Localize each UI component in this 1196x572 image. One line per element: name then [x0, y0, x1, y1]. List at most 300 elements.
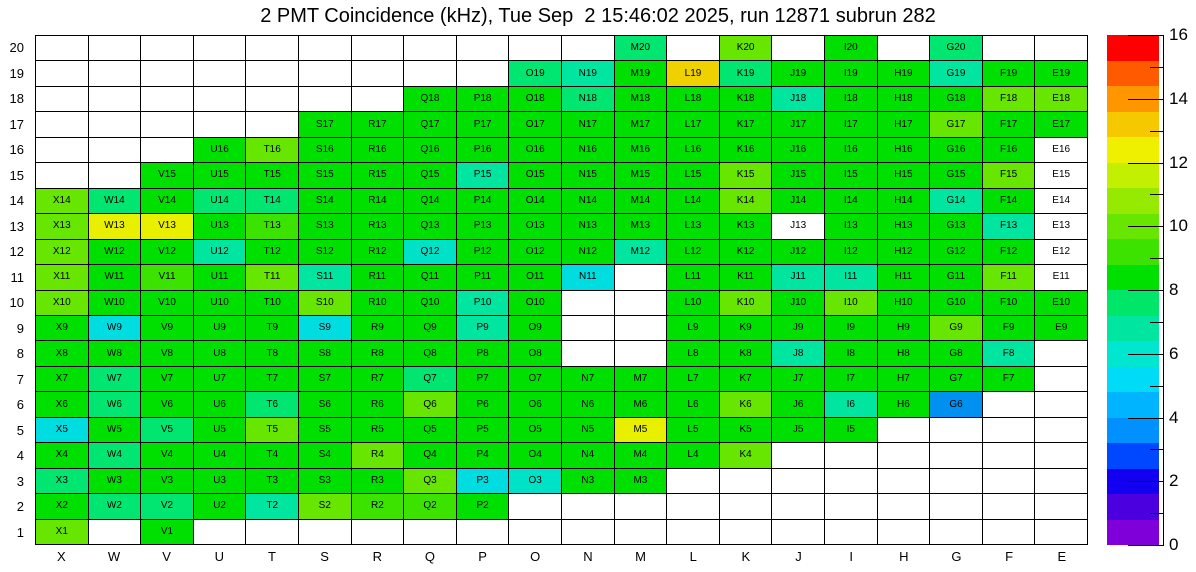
heatmap-cell: Q10 [404, 291, 457, 316]
heatmap-cell: Q8 [404, 341, 457, 366]
heatmap-cell [89, 112, 142, 137]
heatmap-cell: U7 [194, 367, 247, 392]
heatmap-cell: M16 [615, 138, 668, 163]
heatmap-cell: N5 [562, 418, 615, 443]
heatmap-cell [194, 520, 247, 545]
heatmap-cell [667, 469, 720, 494]
heatmap-cell: K18 [720, 87, 773, 112]
heatmap-cell: P2 [457, 494, 510, 519]
heatmap-cell: W11 [89, 265, 142, 290]
heatmap-cell: X7 [36, 367, 89, 392]
heatmap-cell: V9 [141, 316, 194, 341]
heatmap-cell: J16 [772, 138, 825, 163]
colorbar-band [1107, 443, 1159, 469]
heatmap-cell [930, 494, 983, 519]
heatmap-cell: M15 [615, 163, 668, 188]
heatmap-cell: O11 [509, 265, 562, 290]
heatmap-cell: J17 [772, 112, 825, 137]
heatmap-cell: S4 [299, 443, 352, 468]
colorbar-minor-tick [1150, 386, 1164, 387]
heatmap-cell: K17 [720, 112, 773, 137]
heatmap-cell: T7 [246, 367, 299, 392]
heatmap-cell: U8 [194, 341, 247, 366]
heatmap-cell: X13 [36, 214, 89, 239]
x-axis-label: O [530, 549, 541, 564]
heatmap-cell [89, 36, 142, 61]
heatmap-cell: M12 [615, 240, 668, 265]
heatmap-cell: R17 [352, 112, 405, 137]
heatmap-cell: L10 [667, 291, 720, 316]
heatmap-cell [562, 341, 615, 366]
heatmap-cell: F13 [983, 214, 1036, 239]
colorbar-band [1107, 35, 1159, 61]
heatmap-cell: F19 [983, 61, 1036, 86]
heatmap-cell: K7 [720, 367, 773, 392]
colorbar-band [1107, 418, 1159, 444]
heatmap-cell: V13 [141, 214, 194, 239]
heatmap-cell: J5 [772, 418, 825, 443]
y-axis-label: 1 [16, 524, 24, 540]
heatmap-cell: G7 [930, 367, 983, 392]
heatmap-cell: W13 [89, 214, 142, 239]
heatmap-cell: P17 [457, 112, 510, 137]
heatmap-cell: R7 [352, 367, 405, 392]
x-axis-label: T [267, 549, 276, 564]
heatmap-cell [246, 87, 299, 112]
heatmap-cell: S6 [299, 392, 352, 417]
heatmap-cell: I14 [825, 189, 878, 214]
heatmap-cell: L8 [667, 341, 720, 366]
colorbar-tick [1128, 290, 1164, 291]
heatmap-cell: V7 [141, 367, 194, 392]
heatmap-cell [878, 469, 931, 494]
heatmap-cell: E11 [1035, 265, 1088, 290]
colorbar-tick-label: 0 [1169, 535, 1179, 554]
heatmap-cell: Q12 [404, 240, 457, 265]
heatmap-cell: Q17 [404, 112, 457, 137]
heatmap-cell [509, 36, 562, 61]
colorbar-tick-label: 16 [1169, 25, 1188, 44]
heatmap-cell: V12 [141, 240, 194, 265]
heatmap-cell: M3 [615, 469, 668, 494]
heatmap-cell: K5 [720, 418, 773, 443]
heatmap-cell: J12 [772, 240, 825, 265]
heatmap-cell: O15 [509, 163, 562, 188]
y-axis-label: 8 [16, 346, 24, 362]
heatmap-cell [983, 494, 1036, 519]
heatmap-cell: G11 [930, 265, 983, 290]
heatmap-cell: P14 [457, 189, 510, 214]
heatmap-cell [615, 316, 668, 341]
heatmap-cell: E17 [1035, 112, 1088, 137]
heatmap-cell: L11 [667, 265, 720, 290]
heatmap-cell: F9 [983, 316, 1036, 341]
heatmap-cell [509, 520, 562, 545]
heatmap-cell: G15 [930, 163, 983, 188]
heatmap-cell: W14 [89, 189, 142, 214]
heatmap-cell: I12 [825, 240, 878, 265]
heatmap-cell: N15 [562, 163, 615, 188]
heatmap-cell: X5 [36, 418, 89, 443]
heatmap-cell: N13 [562, 214, 615, 239]
heatmap-cell: N7 [562, 367, 615, 392]
heatmap-cell: E19 [1035, 61, 1088, 86]
heatmap-cell [352, 87, 405, 112]
heatmap-cell: Q2 [404, 494, 457, 519]
heatmap-cell: R15 [352, 163, 405, 188]
heatmap-cell: O3 [509, 469, 562, 494]
heatmap-cell: M7 [615, 367, 668, 392]
heatmap-cell [89, 163, 142, 188]
heatmap-cell: O5 [509, 418, 562, 443]
colorbar-tick-label: 4 [1169, 407, 1179, 427]
heatmap-cell [983, 469, 1036, 494]
heatmap-cell [772, 36, 825, 61]
colorbar-minor-tick [1150, 449, 1164, 450]
heatmap-cell: Q13 [404, 214, 457, 239]
heatmap-cell: U11 [194, 265, 247, 290]
heatmap-cell: I18 [825, 87, 878, 112]
heatmap-cell: T2 [246, 494, 299, 519]
heatmap-cell [1035, 367, 1088, 392]
x-axis-label: V [162, 549, 171, 564]
heatmap-cell: U12 [194, 240, 247, 265]
colorbar-minor-tick [1150, 131, 1164, 132]
y-axis-label: 17 [9, 116, 24, 132]
heatmap-cell: K4 [720, 443, 773, 468]
x-axis-label: K [741, 549, 751, 564]
heatmap-cell [457, 520, 510, 545]
heatmap-cell [615, 341, 668, 366]
y-axis-label: 13 [9, 218, 24, 234]
x-axis-label: P [478, 549, 487, 564]
heatmap-cell: I11 [825, 265, 878, 290]
heatmap-cell: H14 [878, 189, 931, 214]
heatmap-cell: W5 [89, 418, 142, 443]
heatmap-cell [194, 36, 247, 61]
heatmap-cell: K13 [720, 214, 773, 239]
x-axis-label: G [951, 549, 962, 564]
heatmap-cell: F17 [983, 112, 1036, 137]
heatmap-cell [141, 61, 194, 86]
x-axis-label: N [583, 549, 593, 564]
heatmap-cell: I10 [825, 291, 878, 316]
heatmap-cell [89, 138, 142, 163]
heatmap-cell: S7 [299, 367, 352, 392]
heatmap-cell: L13 [667, 214, 720, 239]
heatmap-cell [1035, 418, 1088, 443]
heatmap-cell [36, 87, 89, 112]
heatmap-cell: S11 [299, 265, 352, 290]
heatmap-cell [1035, 443, 1088, 468]
y-axis-label: 14 [9, 193, 24, 209]
heatmap-cell: I19 [825, 61, 878, 86]
heatmap-cell [404, 520, 457, 545]
colorbar-band [1107, 392, 1159, 418]
heatmap-cell: X1 [36, 520, 89, 545]
heatmap-cell: H18 [878, 87, 931, 112]
heatmap-cell: V1 [141, 520, 194, 545]
heatmap-cell: X2 [36, 494, 89, 519]
heatmap-cell: N6 [562, 392, 615, 417]
heatmap-cell [246, 61, 299, 86]
heatmap-cell: M5 [615, 418, 668, 443]
y-axis-label: 16 [9, 142, 24, 158]
heatmap-cell: R10 [352, 291, 405, 316]
heatmap-cell [36, 36, 89, 61]
heatmap-cell: W3 [89, 469, 142, 494]
heatmap-cell: M20 [615, 36, 668, 61]
heatmap-cell: G8 [930, 341, 983, 366]
x-axis-label: J [795, 549, 802, 564]
heatmap-cell [878, 494, 931, 519]
heatmap-cell [720, 520, 773, 545]
heatmap-cell: F18 [983, 87, 1036, 112]
heatmap-cell: K8 [720, 341, 773, 366]
heatmap-cell: L7 [667, 367, 720, 392]
colorbar-tick-label: 10 [1169, 216, 1188, 236]
heatmap-cell: R4 [352, 443, 405, 468]
heatmap-cell: E10 [1035, 291, 1088, 316]
colorbar-minor-tick [1150, 322, 1164, 323]
colorbar-band [1107, 494, 1159, 520]
heatmap-cell: M17 [615, 112, 668, 137]
heatmap-cell: O4 [509, 443, 562, 468]
heatmap-cell: S14 [299, 189, 352, 214]
heatmap-cell: N11 [562, 265, 615, 290]
heatmap-cell: U4 [194, 443, 247, 468]
heatmap-cell: Q15 [404, 163, 457, 188]
heatmap-cell: R6 [352, 392, 405, 417]
heatmap-cell: W6 [89, 392, 142, 417]
y-axis-label: 7 [16, 371, 24, 387]
heatmap-cell: V8 [141, 341, 194, 366]
heatmap-cell: J6 [772, 392, 825, 417]
heatmap-cell: T6 [246, 392, 299, 417]
heatmap-cell: L17 [667, 112, 720, 137]
heatmap-cell: L19 [667, 61, 720, 86]
heatmap-cell: P15 [457, 163, 510, 188]
heatmap-cell [352, 520, 405, 545]
heatmap-cell [1035, 520, 1088, 545]
heatmap-cell: P9 [457, 316, 510, 341]
heatmap-cell [194, 61, 247, 86]
heatmap-cell [89, 520, 142, 545]
heatmap-cell: R12 [352, 240, 405, 265]
heatmap-cell: S16 [299, 138, 352, 163]
y-axis-label: 15 [9, 167, 24, 183]
heatmap-grid [35, 35, 1088, 545]
heatmap-cell [825, 469, 878, 494]
heatmap-cell: V6 [141, 392, 194, 417]
heatmap-cell: U9 [194, 316, 247, 341]
colorbar-band [1107, 137, 1159, 163]
heatmap-cell: I6 [825, 392, 878, 417]
heatmap-cell: O14 [509, 189, 562, 214]
heatmap-cell: H8 [878, 341, 931, 366]
heatmap-cell: F10 [983, 291, 1036, 316]
heatmap-cell [299, 520, 352, 545]
heatmap-cell [194, 112, 247, 137]
colorbar-band [1107, 61, 1159, 87]
heatmap-cell: X8 [36, 341, 89, 366]
x-axis-label: R [372, 549, 382, 564]
heatmap-cell: M4 [615, 443, 668, 468]
heatmap-cell: R5 [352, 418, 405, 443]
heatmap-cell: W9 [89, 316, 142, 341]
heatmap-cell: H17 [878, 112, 931, 137]
heatmap-cell [352, 36, 405, 61]
heatmap-cell: K20 [720, 36, 773, 61]
heatmap-cell [1035, 494, 1088, 519]
heatmap-cell: P3 [457, 469, 510, 494]
heatmap-cell: U15 [194, 163, 247, 188]
heatmap-cell: O19 [509, 61, 562, 86]
colorbar-band [1107, 188, 1159, 214]
y-axis-label: 9 [16, 320, 24, 336]
heatmap-cell: U14 [194, 189, 247, 214]
heatmap-cell: X9 [36, 316, 89, 341]
heatmap-cell: X14 [36, 189, 89, 214]
heatmap-cell: G16 [930, 138, 983, 163]
colorbar-minor-tick [1150, 194, 1164, 195]
y-axis [0, 35, 29, 545]
heatmap-cell: O12 [509, 240, 562, 265]
heatmap-cell: L12 [667, 240, 720, 265]
heatmap-cell: T4 [246, 443, 299, 468]
heatmap-cell: N16 [562, 138, 615, 163]
heatmap-cell: V4 [141, 443, 194, 468]
heatmap-cell: E16 [1035, 138, 1088, 163]
x-axis-label: Q [424, 549, 435, 564]
heatmap-cell [141, 36, 194, 61]
heatmap-cell: I16 [825, 138, 878, 163]
heatmap-cell: L4 [667, 443, 720, 468]
heatmap-cell: X12 [36, 240, 89, 265]
heatmap-cell: R11 [352, 265, 405, 290]
heatmap-cell: U16 [194, 138, 247, 163]
heatmap-cell: P7 [457, 367, 510, 392]
heatmap-cell [299, 87, 352, 112]
heatmap-cell: Q7 [404, 367, 457, 392]
heatmap-cell: J11 [772, 265, 825, 290]
heatmap-cell: H12 [878, 240, 931, 265]
heatmap-cell: S10 [299, 291, 352, 316]
heatmap-cell: P11 [457, 265, 510, 290]
colorbar-band [1107, 239, 1159, 265]
heatmap-cell [930, 443, 983, 468]
colorbar-minor-tick [1150, 67, 1164, 68]
heatmap-cell: H6 [878, 392, 931, 417]
heatmap-cell: X3 [36, 469, 89, 494]
colorbar-tick-label: 14 [1169, 88, 1188, 108]
heatmap-cell [36, 61, 89, 86]
heatmap-cell [615, 291, 668, 316]
colorbar-tick [1128, 354, 1164, 355]
heatmap-cell: T16 [246, 138, 299, 163]
heatmap-cell: M19 [615, 61, 668, 86]
heatmap-cell: O10 [509, 291, 562, 316]
heatmap-cell: M18 [615, 87, 668, 112]
colorbar-tick [1128, 226, 1164, 227]
heatmap-cell [89, 61, 142, 86]
heatmap-cell: R2 [352, 494, 405, 519]
heatmap-cell: W8 [89, 341, 142, 366]
colorbar-tick [1128, 481, 1164, 482]
heatmap-cell: T3 [246, 469, 299, 494]
heatmap-cell: V11 [141, 265, 194, 290]
heatmap-cell [825, 494, 878, 519]
heatmap-cell: P16 [457, 138, 510, 163]
heatmap-cell [930, 418, 983, 443]
heatmap-cell: O7 [509, 367, 562, 392]
heatmap-cell: V5 [141, 418, 194, 443]
colorbar-tick [1128, 418, 1164, 419]
heatmap-cell: S3 [299, 469, 352, 494]
heatmap-cell: Q11 [404, 265, 457, 290]
heatmap-cell: U6 [194, 392, 247, 417]
y-axis-label: 2 [16, 499, 24, 515]
heatmap-cell: Q4 [404, 443, 457, 468]
heatmap-cell: G19 [930, 61, 983, 86]
heatmap-cell: H7 [878, 367, 931, 392]
heatmap-cell: P18 [457, 87, 510, 112]
heatmap-cell: P4 [457, 443, 510, 468]
heatmap-cell: I8 [825, 341, 878, 366]
heatmap-cell [772, 494, 825, 519]
heatmap-cell: I17 [825, 112, 878, 137]
heatmap-cell: S2 [299, 494, 352, 519]
heatmap-cell: N4 [562, 443, 615, 468]
heatmap-cell: Q14 [404, 189, 457, 214]
heatmap-cell: E18 [1035, 87, 1088, 112]
heatmap-cell: N17 [562, 112, 615, 137]
heatmap-cell [825, 520, 878, 545]
colorbar-band [1107, 367, 1159, 393]
y-axis-label: 11 [10, 269, 24, 285]
heatmap-cell [299, 36, 352, 61]
heatmap-cell: H10 [878, 291, 931, 316]
heatmap-cell: F11 [983, 265, 1036, 290]
heatmap-cell [1035, 392, 1088, 417]
x-axis-label: L [689, 549, 697, 564]
heatmap-cell [983, 418, 1036, 443]
heatmap-cell [457, 61, 510, 86]
colorbar-tick [1128, 545, 1164, 546]
heatmap-cell: V15 [141, 163, 194, 188]
heatmap-cell: G6 [930, 392, 983, 417]
heatmap-cell [983, 520, 1036, 545]
heatmap-cell: T10 [246, 291, 299, 316]
heatmap-cell: K14 [720, 189, 773, 214]
colorbar-tick [1128, 163, 1164, 164]
heatmap-cell: J7 [772, 367, 825, 392]
heatmap-cell [667, 494, 720, 519]
heatmap-cell: O8 [509, 341, 562, 366]
heatmap-cell: J8 [772, 341, 825, 366]
heatmap-cell: S5 [299, 418, 352, 443]
colorbar-band [1107, 520, 1159, 546]
colorbar-tick-label: 2 [1169, 471, 1179, 491]
heatmap-cell: U13 [194, 214, 247, 239]
x-axis-label: E [1057, 549, 1067, 564]
heatmap-cell [562, 494, 615, 519]
y-axis-label: 12 [9, 244, 24, 260]
heatmap-cell: W7 [89, 367, 142, 392]
heatmap-cell: J14 [772, 189, 825, 214]
heatmap-cell: N18 [562, 87, 615, 112]
heatmap-cell: S17 [299, 112, 352, 137]
